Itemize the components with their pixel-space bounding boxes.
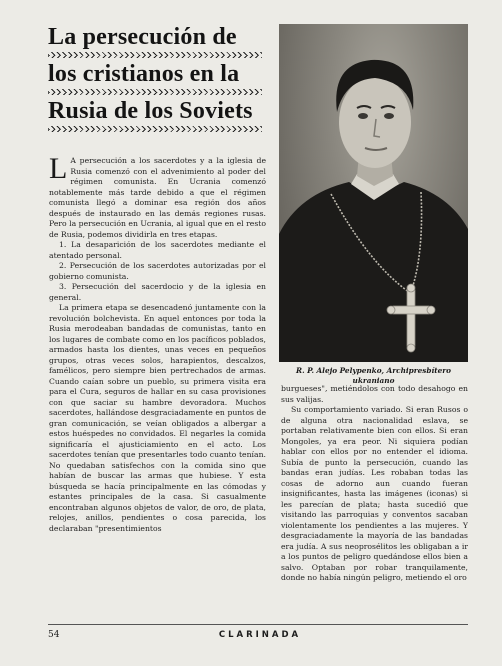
title-line-3: Rusia de los Soviets: [48, 98, 253, 124]
title-wavy-rule: [48, 126, 262, 132]
priest-portrait-icon: [279, 24, 468, 362]
paragraph: L A persecución a los sacerdotes y a la iglesia de Rusia comenzó con el advenimiento al poder del régimen comunista. En Ucrania comenzó notablemente más tarde debido a que el régimen comunista llegó a dominar esa región dos años después de instaurado en las demás regiones rusas. Pero la persecución en Ucrania, al igual que en el resto de Rusia, podemos dividirla en tres etapas.: [49, 156, 266, 239]
title-wavy-rule: [48, 89, 262, 95]
article-column-left: [49, 156, 266, 624]
page-number: 54: [48, 630, 60, 640]
paragraph: 2. Persecución de los sacerdotes autorizadas por el gobierno comunista.: [49, 261, 266, 281]
footer-rule: [48, 624, 468, 625]
title-line-2: los cristianos en la: [48, 61, 240, 87]
paragraph: 3. Persecución del sacerdocio y de la iglesia en general.: [49, 282, 266, 302]
paragraph: Su comportamiento variado. Si eran Rusos o de alguna otra nacionalidad eslava, se portaban relativamente bien con ellos. Si eran Mongoles, ya era peor. Ni siquiera podían hablar con ellos por no entender el idioma. Subía de punto la persecución, cuando las bandas eran judías. Les robaban todas las cosas de adorno aun cuando fueran insignificantes, hasta las imágenes (iconas) si les parecían de plata; hasta sucedió que visitando las parroquias y conventos sacaban violentamente los pendientes a las mujeres. Y desgraciadamente la mayoría de las bandadas era judía. A sus neoprosélitos les obligaban a ir a los puntos de peligro quedándose ellos bien a salvo. Optaban por robar tranquilamente, donde no había ningún peligro, metiendo el oro: [281, 405, 468, 582]
article-title: [48, 22, 268, 133]
portrait-photo: [279, 24, 468, 362]
paragraph: 1. La desaparición de los sacerdotes mediante el atentado personal.: [49, 240, 266, 260]
paragraph: La primera etapa se desencadenó juntamente con la revolución bolchevista. En aquel entonces por toda la Rusia merodeaban bandadas de comunistas, tanto en los lugares de combate como en los pacíficos poblados, armados hasta los dientes, unas veces en pequeños grupos, otras veces solos, harapientos, descalzos, famélicos, pero siempre bien pertrechados de armas. Cuando caían sobre un pueblo, su primera visita era para el Cura, seguros de hallar en su casa provisiones con que saciar su hambre devoradora. Muchos sacerdotes, hallándose desgraciadamente en puntos de gran comunicación, se veían obligados a albergar a estos huéspedes no convidados. El negarles la comida significaría el ajusticiamiento en el acto. Los sacerdotes tenían que presentarles todo cuanto tenían. No quedaban satisfechos con la comida sino que habían de buscar las armas que hubiese. Y esta búsqueda se hacía principalmente en las cómodas y estantes principales de la casa. Si casualmente encontraban algunos objetos de valor, de oro, de plata, relojes, anillos, pendientes o cosa parecida, los declaraban "presentimientos: [49, 303, 266, 533]
paragraph: burgueses", metiéndolos con todo desahogo en sus valijas.: [281, 384, 468, 404]
photo-caption: R. P. Alejo Pelypenko, Archipresbítero ukraniano: [296, 366, 451, 385]
drop-cap: L: [49, 156, 68, 185]
article-column-right: [281, 384, 468, 624]
magazine-name: CLARINADA: [218, 630, 302, 640]
title-wavy-rule: [48, 52, 262, 58]
title-line-1: La persecución de: [48, 24, 237, 50]
